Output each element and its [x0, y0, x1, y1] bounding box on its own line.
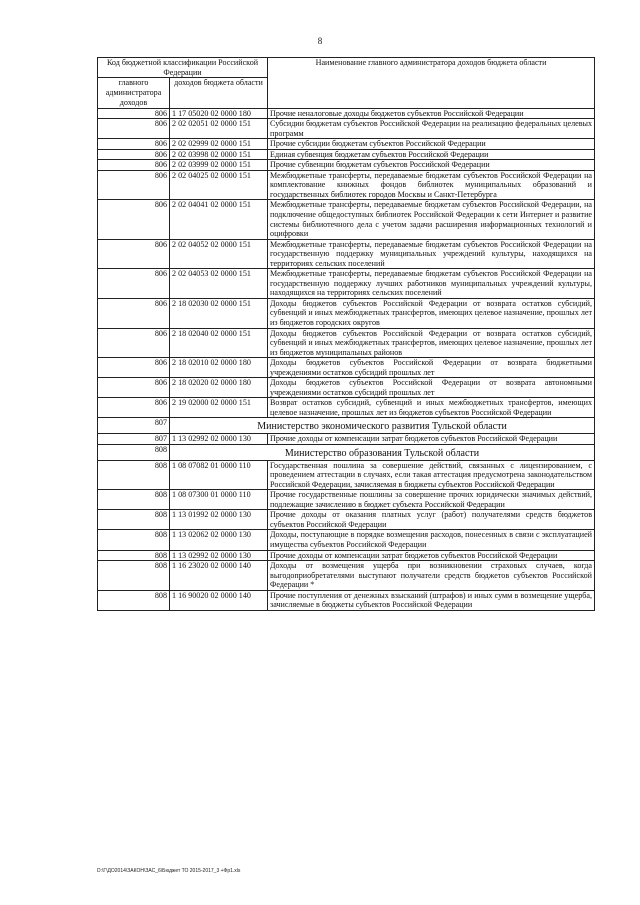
- table-row: [98, 108, 595, 119]
- revenue-name-cell: Доходы бюджетов субъектов Российской Федерации от возврата автономными учреждениями остатков субсидий прошлых лет: [268, 378, 595, 398]
- table-row: [98, 460, 595, 490]
- revenue-name-cell: Межбюджетные трансферты, передаваемые бюджетам субъектов Российской Федерации на государственную поддержку лучших работников муниципальных учреждений культуры, находящихся на территориях сельских поселений: [268, 269, 595, 299]
- admin-code-cell: 806: [98, 170, 170, 200]
- revenue-name-cell: Прочие субвенции бюджетам субъектов Российской Федерации: [268, 160, 595, 171]
- admin-code-cell: 808: [98, 510, 170, 530]
- table-row: [98, 590, 595, 610]
- budget-code-cell: 2 02 04053 02 0000 151: [170, 269, 268, 299]
- revenue-name-cell: Прочие доходы от компенсации затрат бюджетов субъектов Российской Федерации: [268, 550, 595, 561]
- revenue-name-cell: Доходы бюджетов субъектов Российской Федерации от возврата бюджетными учреждениями остатков субсидий прошлых лет: [268, 358, 595, 378]
- budget-code-cell: 1 13 02062 02 0000 130: [170, 530, 268, 550]
- budget-code-cell: 2 02 04052 02 0000 151: [170, 239, 268, 269]
- table-row: [98, 434, 595, 445]
- admin-code-cell: 806: [98, 398, 170, 418]
- revenue-name-cell: Доходы бюджетов субъектов Российской Федерации от возврата остатков субсидий, субвенций и иных межбюджетных трансфертов, имеющих целевое назначение, прошлых лет из бюджетов муниципальных районов: [268, 328, 595, 358]
- admin-code-cell: 806: [98, 108, 170, 119]
- admin-code-cell: 808: [98, 460, 170, 490]
- table-row: [98, 550, 595, 561]
- page-number: 8: [317, 36, 323, 46]
- budget-code-cell: 1 13 01992 02 0000 130: [170, 510, 268, 530]
- revenue-name-cell: Прочие поступления от денежных взысканий (штрафов) и иных сумм в возмещение ущерба, зачисляемые в бюджеты субъектов Российской Федерации: [268, 590, 595, 610]
- admin-code-cell: 808: [98, 490, 170, 510]
- budget-code-cell: 1 08 07082 01 0000 110: [170, 460, 268, 490]
- budget-code-cell: 1 17 05020 02 0000 180: [170, 108, 268, 119]
- revenue-name-cell: Прочие доходы от оказания платных услуг (работ) получателями средств бюджетов субъектов Российской Федерации: [268, 510, 595, 530]
- admin-code-cell: 806: [98, 269, 170, 299]
- admin-code-cell: 806: [98, 139, 170, 150]
- revenue-name-cell: Единая субвенция бюджетам субъектов Российской Федерации: [268, 149, 595, 160]
- revenue-name-cell: Субсидии бюджетам субъектов Российской Федерации на реализацию федеральных целевых программ: [268, 119, 595, 139]
- revenue-name-cell: Возврат остатков субсидий, субвенций и иных межбюджетных трансфертов, имеющих целевое назначение, прошлых лет из бюджетов субъектов Российской Федерации: [268, 398, 595, 418]
- revenue-name-cell: Доходы от возмещения ущерба при возникновении страховых случаев, когда выгодоприобретателями выступают получатели средств бюджетов субъектов Российской Федерации *: [268, 561, 595, 591]
- table-row: [98, 510, 595, 530]
- budget-code-cell: 2 18 02040 02 0000 151: [170, 328, 268, 358]
- table-row: [98, 170, 595, 200]
- budget-code-cell: 2 18 02010 02 0000 180: [170, 358, 268, 378]
- ministry-name: Министерство экономического развития Тульской области: [170, 418, 595, 434]
- budget-code-cell: 2 02 03999 02 0000 151: [170, 160, 268, 171]
- revenue-name-cell: Межбюджетные трансферты, передаваемые бюджетам субъектов Российской Федерации на государственную поддержку муниципальных учреждений культуры, находящихся на территориях сельских поселений: [268, 239, 595, 269]
- revenue-name-cell: Прочие государственные пошлины за совершение прочих юридически значимых действий, подлежащие зачислению в бюджет субъекта Российской Федерации: [268, 490, 595, 510]
- budget-code-cell: 1 13 02992 02 0000 130: [170, 550, 268, 561]
- header-code-column: доходов бюджета области: [170, 78, 268, 108]
- budget-code-cell: 2 02 04025 02 0000 151: [170, 170, 268, 200]
- file-path-footer: D:\Г\ДО2014\ЗАКОН\ЗАС_6\Бюджет ТО 2015-2017_3 +Фр1.xls: [97, 868, 241, 874]
- table-row: [98, 119, 595, 139]
- admin-code-cell: 806: [98, 149, 170, 160]
- revenue-name-cell: Межбюджетные трансферты, передаваемые бюджетам субъектов Российской Федерации, на подключение общедоступных библиотек Российской Федерации к сети Интернет и развитие системы библиотечного дела с учетом задачи расширения информационных технологий и оцифровки: [268, 200, 595, 239]
- table-row: [98, 200, 595, 239]
- revenue-name-cell: Межбюджетные трансферты, передаваемые бюджетам субъектов Российской Федерации на комплектование книжных фондов библиотек муниципальных образований и государственных библиотек городов Москвы и Санкт-Петербурга: [268, 170, 595, 200]
- budget-code-cell: 1 08 07300 01 0000 110: [170, 490, 268, 510]
- table-row: [98, 160, 595, 171]
- admin-code-cell: 806: [98, 378, 170, 398]
- table-row: [98, 358, 595, 378]
- table-body: [98, 108, 595, 610]
- admin-code-cell: 808: [98, 561, 170, 591]
- admin-code-cell: 808: [98, 550, 170, 561]
- admin-code-cell: 807: [98, 434, 170, 445]
- budget-code-cell: 1 13 02992 02 0000 130: [170, 434, 268, 445]
- admin-code-cell: 806: [98, 200, 170, 239]
- budget-code-cell: 2 19 02000 02 0000 151: [170, 398, 268, 418]
- admin-code-cell: 806: [98, 328, 170, 358]
- ministry-row: [98, 444, 595, 460]
- budget-code-cell: 2 18 02020 02 0000 180: [170, 378, 268, 398]
- table-row: [98, 530, 595, 550]
- budget-code-cell: 2 02 02051 02 0000 151: [170, 119, 268, 139]
- budget-code-cell: 2 02 02999 02 0000 151: [170, 139, 268, 150]
- admin-code-cell: 806: [98, 358, 170, 378]
- admin-code-cell: 806: [98, 119, 170, 139]
- budget-code-cell: 1 16 90020 02 0000 140: [170, 590, 268, 610]
- budget-code-cell: 2 18 02030 02 0000 151: [170, 298, 268, 328]
- budget-code-cell: 2 02 03998 02 0000 151: [170, 149, 268, 160]
- revenue-name-cell: Доходы бюджетов субъектов Российской Федерации от возврата остатков субсидий, субвенций и иных межбюджетных трансфертов, имеющих целевое назначение, прошлых лет из бюджетов городских округов: [268, 298, 595, 328]
- table-row: [98, 490, 595, 510]
- ministry-row: [98, 418, 595, 434]
- header-name-column: Наименование главного администратора доходов бюджета области: [268, 58, 595, 109]
- admin-code-cell: 807: [98, 418, 170, 434]
- table-row: [98, 378, 595, 398]
- table-row: [98, 328, 595, 358]
- revenue-name-cell: Доходы, поступающие в порядке возмещения расходов, понесенных в связи с эксплуатацией имущества субъектов Российской Федерации: [268, 530, 595, 550]
- header-group-title: Код бюджетной классификации Российской Федерации: [98, 58, 268, 78]
- revenue-name-cell: Государственная пошлина за совершение действий, связанных с лицензированием, с проведением аттестации в случаях, если такая аттестация предусмотрена законодательством Российской Федерации, зачисляемая в бюджеты субъектов Российской Федерации: [268, 460, 595, 490]
- admin-code-cell: 808: [98, 590, 170, 610]
- admin-code-cell: 806: [98, 298, 170, 328]
- budget-code-cell: 1 16 23020 02 0000 140: [170, 561, 268, 591]
- admin-code-cell: 806: [98, 160, 170, 171]
- admin-code-cell: 806: [98, 239, 170, 269]
- budget-classification-table: [97, 57, 595, 611]
- ministry-name: Министерство образования Тульской области: [170, 444, 595, 460]
- admin-code-cell: 808: [98, 530, 170, 550]
- header-row-group: [98, 58, 595, 78]
- header-admin-column: главного администратора доходов: [98, 78, 170, 108]
- table-row: [98, 139, 595, 150]
- table-row: [98, 239, 595, 269]
- admin-code-cell: 808: [98, 444, 170, 460]
- budget-code-cell: 2 02 04041 02 0000 151: [170, 200, 268, 239]
- revenue-name-cell: Прочие субсидии бюджетам субъектов Российской Федерации: [268, 139, 595, 150]
- revenue-name-cell: Прочие неналоговые доходы бюджетов субъектов Российской Федерации: [268, 108, 595, 119]
- revenue-name-cell: Прочие доходы от компенсации затрат бюджетов субъектов Российской Федерации: [268, 434, 595, 445]
- table-row: [98, 398, 595, 418]
- table-row: [98, 298, 595, 328]
- table-row: [98, 561, 595, 591]
- table-row: [98, 269, 595, 299]
- table-row: [98, 149, 595, 160]
